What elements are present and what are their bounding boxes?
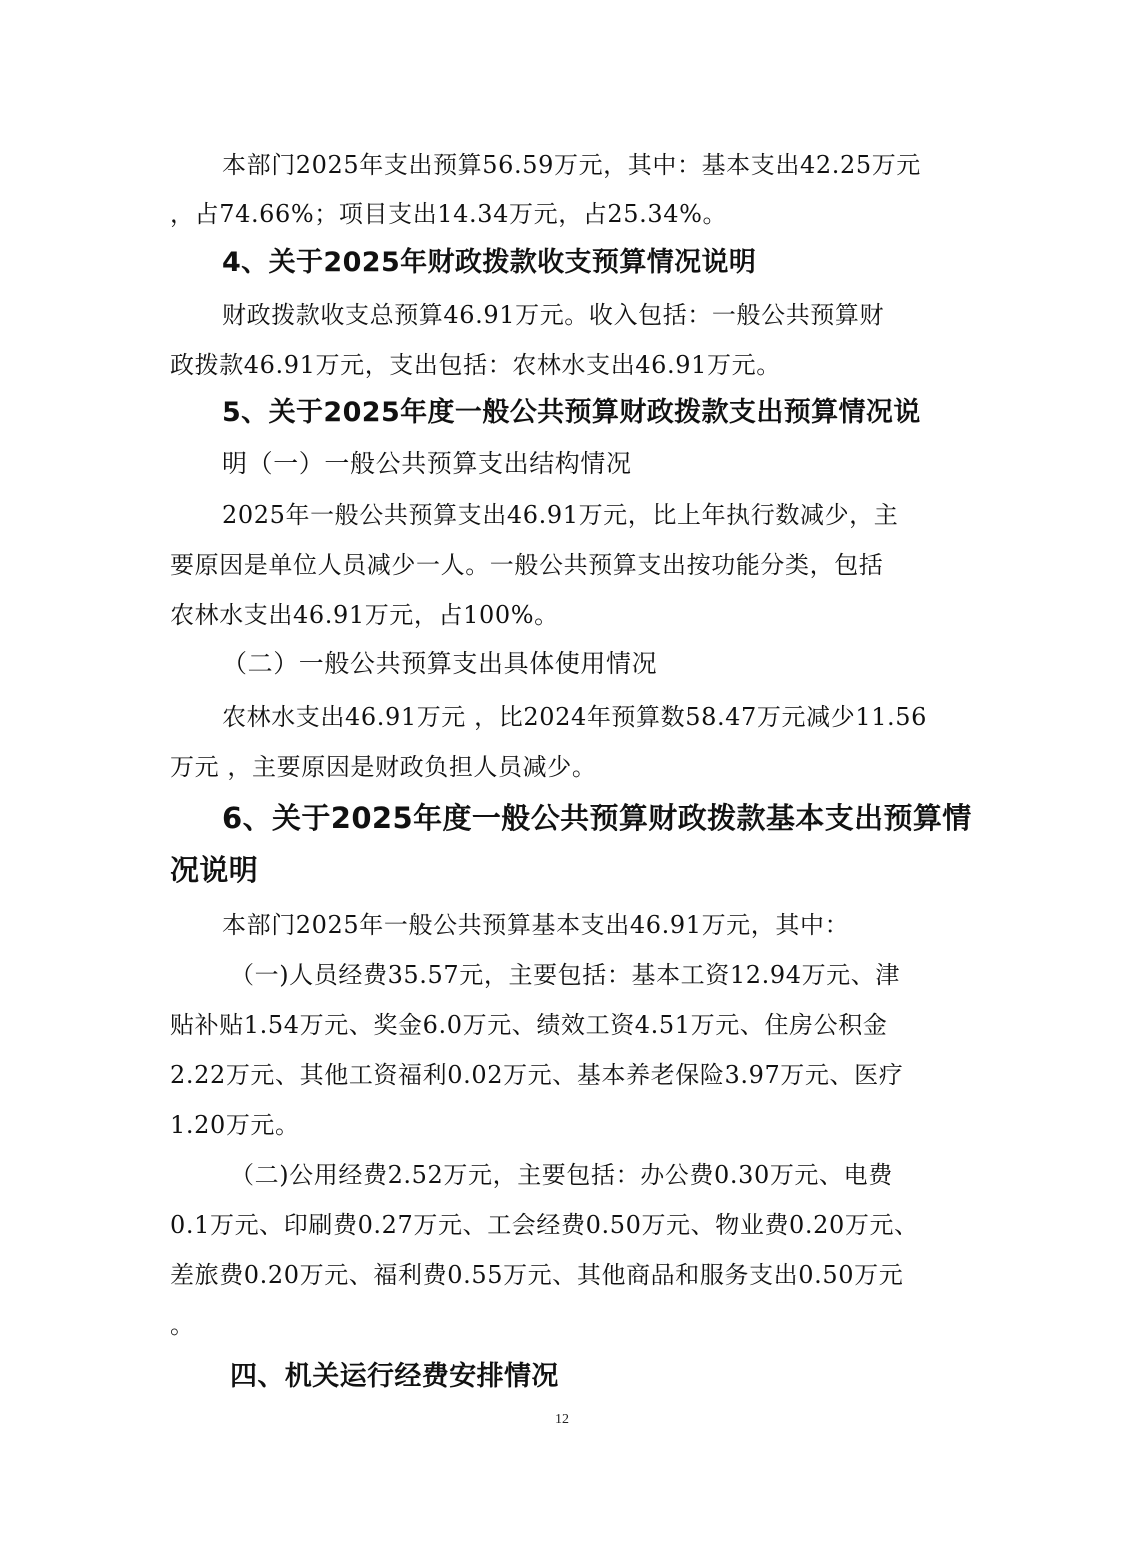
paragraph-line: 0.1万元、印刷费0.27万元、工会经费0.50万元、物业费0.20万元、 [170,1211,919,1239]
paragraph-line: 差旅费0.20万元、福利费0.55万元、其他商品和服务支出0.50万元 [170,1261,904,1289]
paragraph-line: 。 [170,1311,195,1339]
subsection-heading: （二）一般公共预算支出具体使用情况 [222,649,658,678]
section-heading: 4、关于2025年财政拨款收支预算情况说明 [222,247,757,278]
paragraph-line: 万元 ，主要原因是财政负担人员减少。 [170,753,597,781]
paragraph-line: 2.22万元、其他工资福利0.02万元、基本养老保险3.97万元、医疗 [170,1061,904,1089]
paragraph-line: 2025年一般公共预算支出46.91万元，比上年执行数减少，主 [222,501,899,529]
page-number: 12 [555,1412,569,1427]
paragraph-line: 财政拨款收支总预算46.91万元。收入包括：一般公共预算财 [222,301,885,329]
paragraph-line: 农林水支出46.91万元，占100%。 [170,601,559,629]
paragraph-line: 政拨款46.91万元，支出包括：农林水支出46.91万元。 [170,351,781,379]
subsection-heading: 明（一）一般公共预算支出结构情况 [222,449,632,478]
paragraph-line: 要原因是单位人员减少一人。一般公共预算支出按功能分类，包括 [170,551,884,579]
paragraph-line: 本部门2025年支出预算56.59万元，其中：基本支出42.25万元 [222,151,921,179]
section-heading: 6、关于2025年度一般公共预算财政拨款基本支出预算情 [222,801,972,835]
section-heading: 5、关于2025年度一般公共预算财政拨款支出预算情况说 [222,397,921,428]
paragraph-line: 贴补贴1.54万元、奖金6.0万元、绩效工资4.51万元、住房公积金 [170,1011,888,1039]
section-heading-continued: 况说明 [170,853,259,887]
paragraph-line: 本部门2025年一般公共预算基本支出46.91万元，其中： [222,911,850,939]
paragraph-line: 农林水支出46.91万元 ，比2024年预算数58.47万元减少11.56 [222,703,928,731]
paragraph-line: 1.20万元。 [170,1111,300,1139]
paragraph-line: （一)人员经费35.57元，主要包括：基本工资12.94万元、津 [230,961,900,989]
section-heading: 四、机关运行经费安排情况 [230,1361,559,1392]
paragraph-line: ，占74.66%；项目支出14.34万元，占25.34%。 [170,200,728,228]
paragraph-line: （二)公用经费2.52万元，主要包括：办公费0.30万元、电费 [230,1161,893,1189]
